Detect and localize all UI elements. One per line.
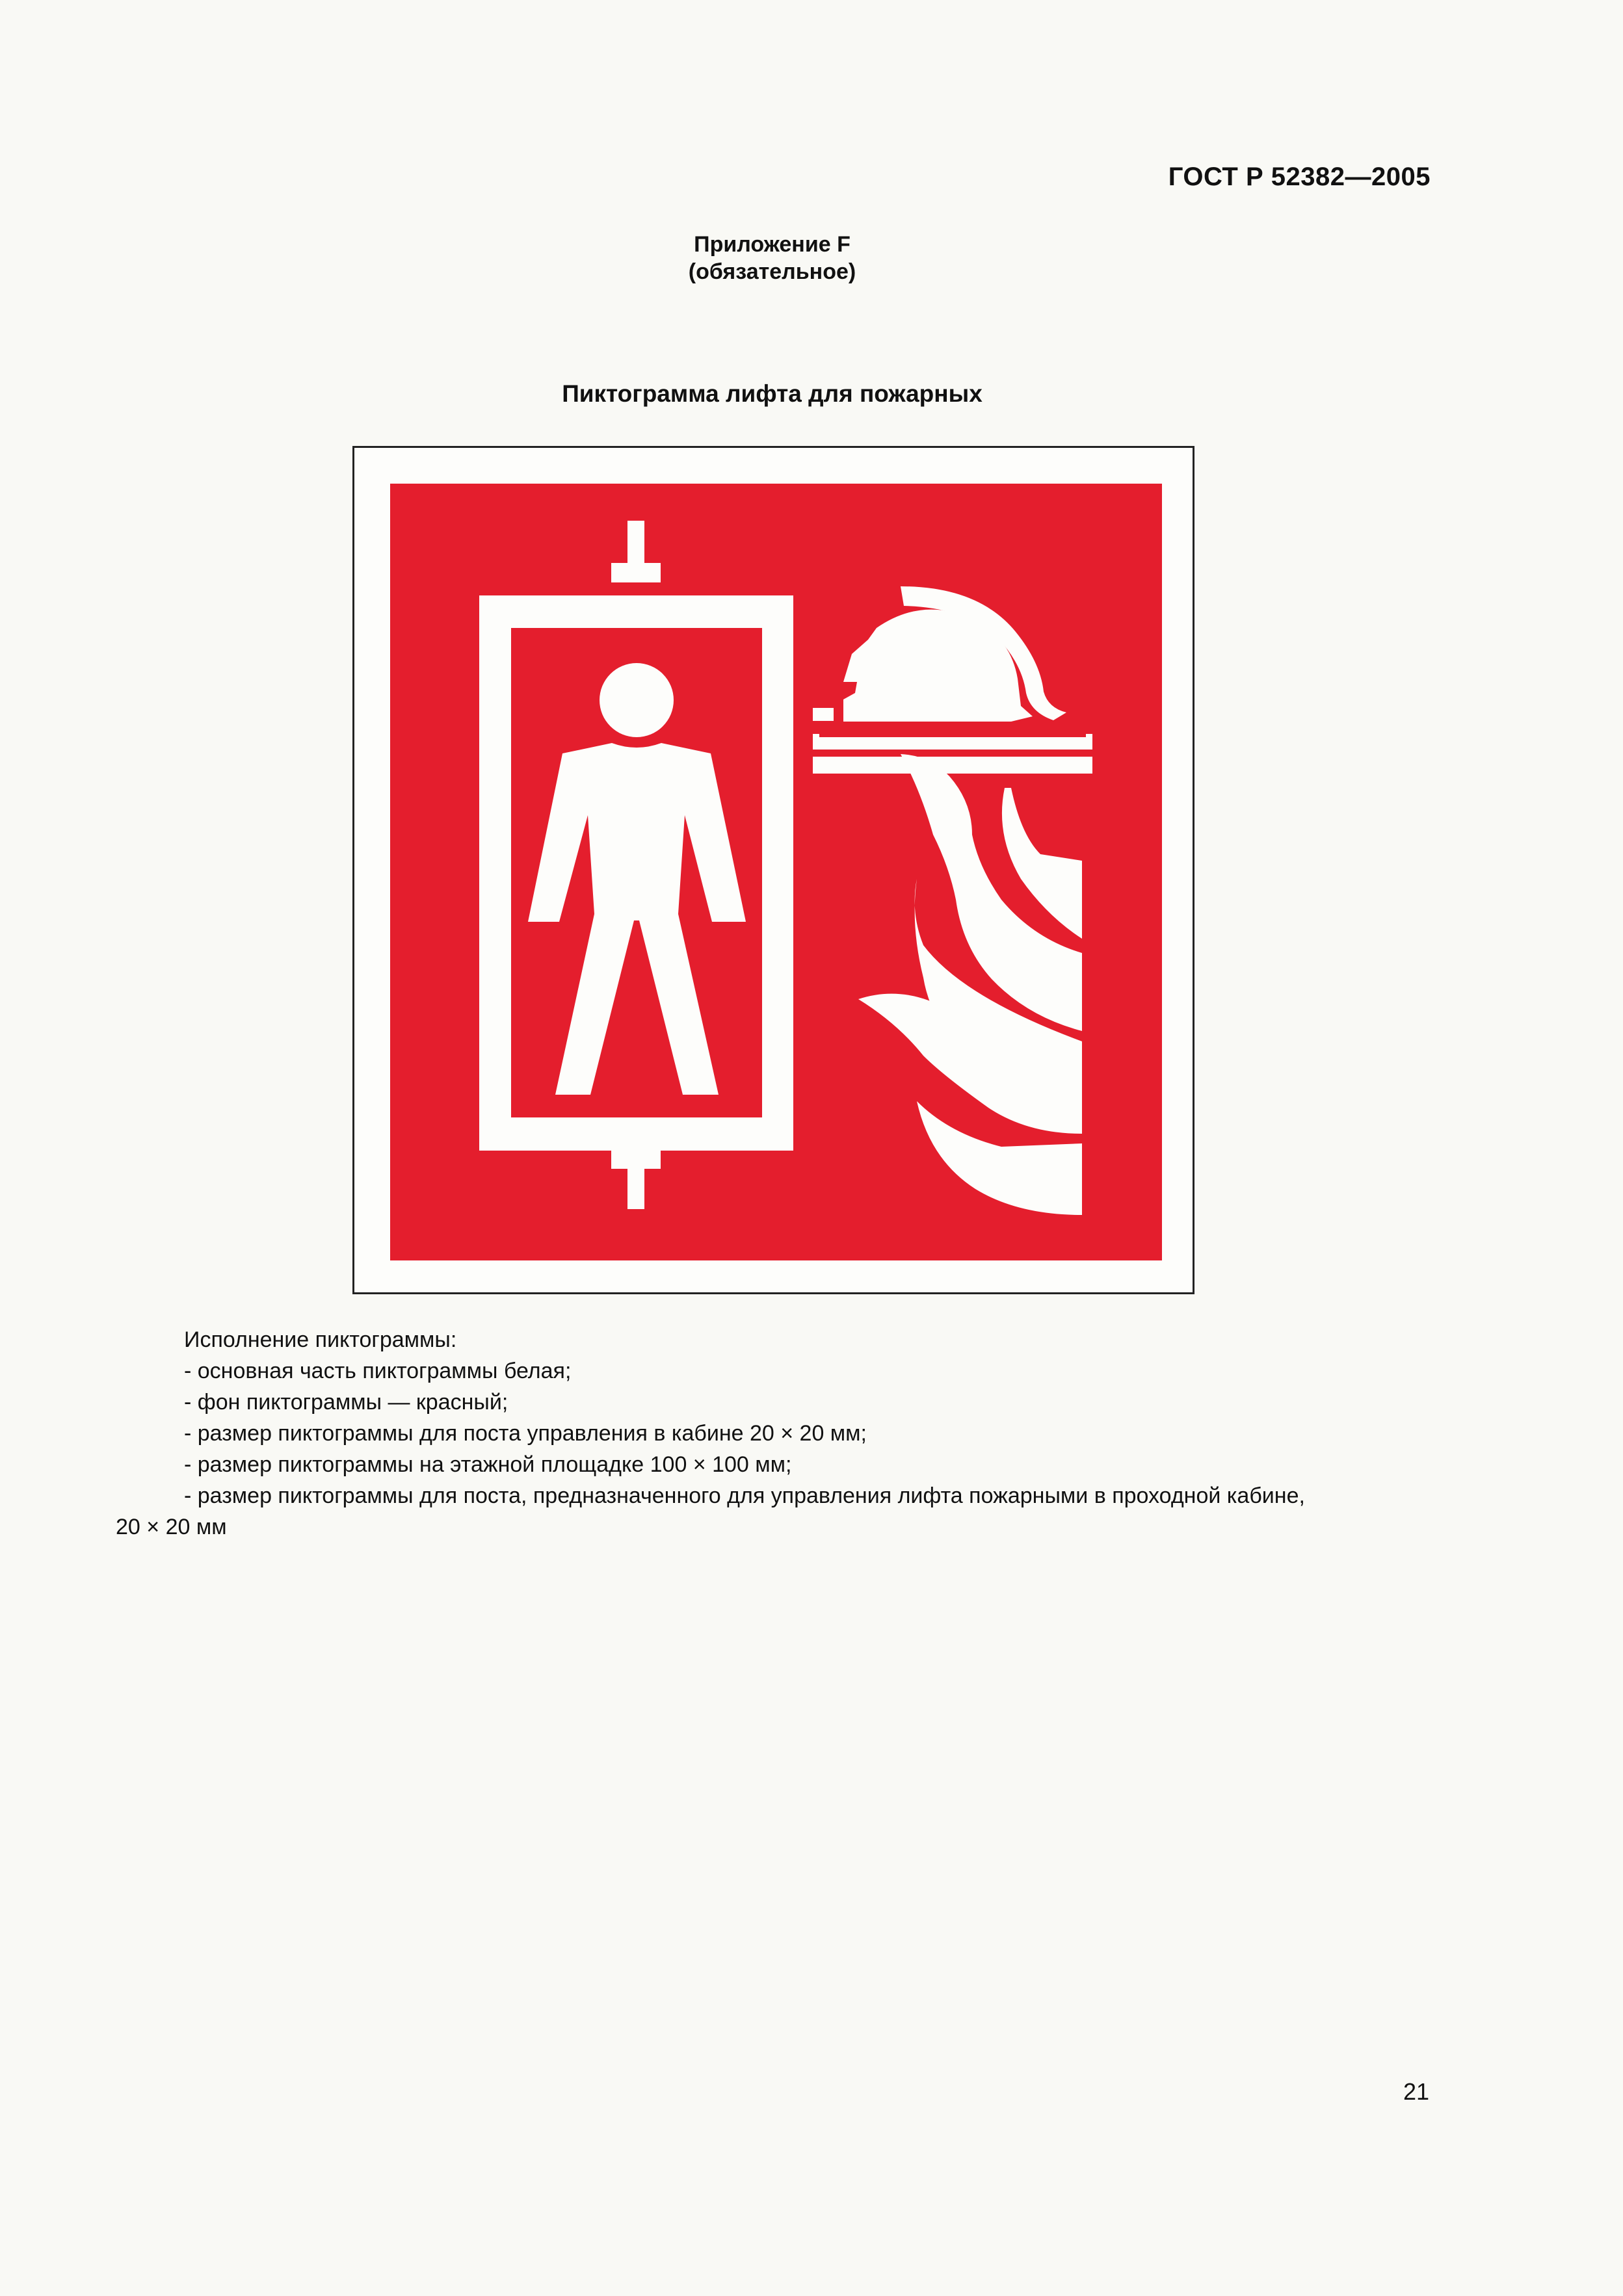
page-number: 21: [1403, 2078, 1429, 2105]
figure-title: Пиктограмма лифта для пожарных: [562, 380, 983, 407]
appendix-title: Приложение F: [694, 232, 851, 257]
appendix-status: (обязательное): [688, 259, 856, 284]
spec-item: - размер пиктограммы на этажной площадке 100 × 100 мм;: [184, 1452, 792, 1477]
fire-lift-pictogram: [390, 484, 1162, 1260]
spec-intro: Исполнение пиктограммы:: [184, 1327, 457, 1352]
document-code: ГОСТ Р 52382—2005: [1168, 163, 1431, 191]
spec-item: - основная часть пиктограммы белая;: [184, 1359, 572, 1383]
pictogram-specification: [116, 1324, 1431, 1543]
spec-item: - фон пиктограммы — красный;: [184, 1390, 508, 1415]
spec-item-continuation: 20 × 20 мм: [116, 1515, 227, 1539]
pictogram-frame: [352, 446, 1194, 1294]
spec-item: - размер пиктограммы для поста управления в кабине 20 × 20 мм;: [184, 1421, 867, 1446]
appendix-heading: [0, 231, 1544, 285]
spec-item: - размер пиктограммы для поста, предназначенного для управления лифта пожарными в проходной кабине,: [184, 1483, 1305, 1508]
